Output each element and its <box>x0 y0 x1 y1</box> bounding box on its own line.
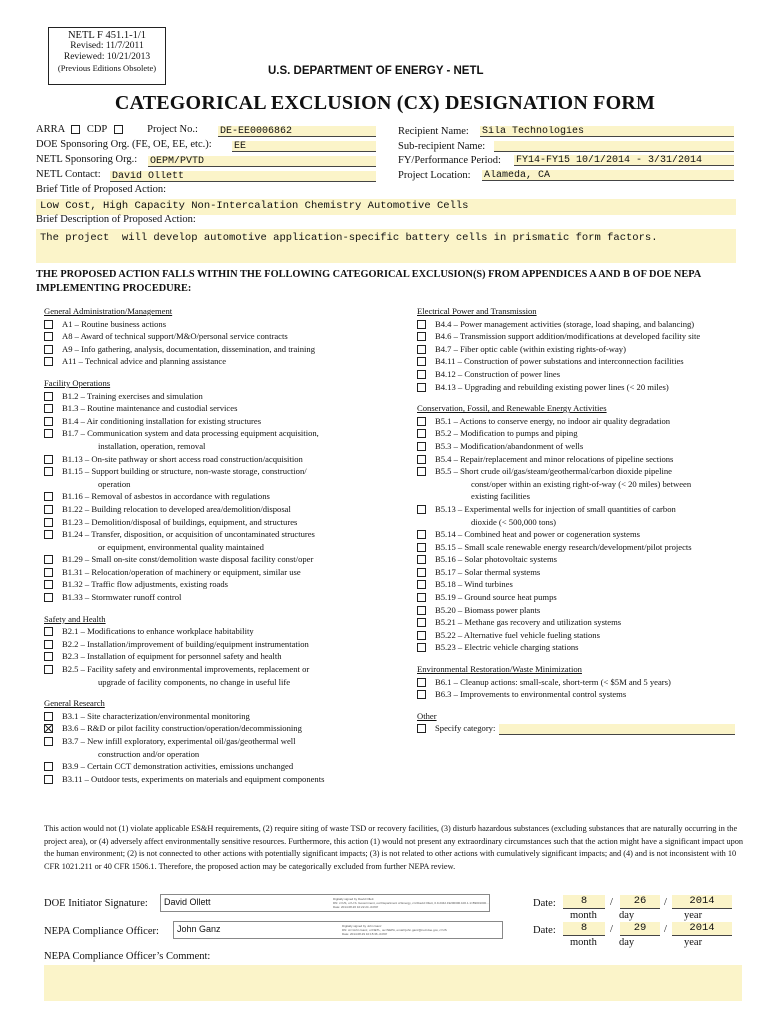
category-label: B1.7 – Communication system and data processing equipment acquisition, <box>62 428 319 439</box>
category-checkbox-b5-20[interactable] <box>417 606 426 615</box>
category-text <box>435 722 747 735</box>
category-checkbox-b5-16[interactable] <box>417 555 426 564</box>
netl-contact-label: NETL Contact: <box>36 169 101 180</box>
category-checkbox-a11[interactable] <box>44 357 53 366</box>
category-checkbox-b5-13[interactable] <box>417 505 426 514</box>
category-checkbox-b3-9[interactable] <box>44 762 53 771</box>
category-label: B6.1 – Cleanup actions: small-scale, short-term (< $5M and 5 years) <box>435 676 671 687</box>
category-label: B5.3 – Modification/abandonment of wells <box>435 440 584 451</box>
section-title-electrical-power-and-transmission: Electrical Power and Transmission <box>417 306 537 316</box>
month-caption: month <box>570 910 597 921</box>
category-item-b1-3 <box>44 402 404 415</box>
category-checkbox-b1-4[interactable] <box>44 417 53 426</box>
category-text <box>435 553 747 566</box>
category-label: B6.3 – Improvements to environmental control systems <box>435 689 627 700</box>
nepa-date-label: Date: <box>533 925 556 936</box>
category-label-continued: existing facilities <box>471 491 530 502</box>
category-text <box>62 343 404 356</box>
category-label: B5.2 – Modification to pumps and piping <box>435 428 578 439</box>
category-checkbox-b1-2[interactable] <box>44 392 53 401</box>
page-title: CATEGORICAL EXCLUSION (CX) DESIGNATION FORM <box>114 92 656 114</box>
category-text <box>435 503 747 528</box>
category-checkbox-b4-7[interactable] <box>417 345 426 354</box>
category-item-b4-7 <box>417 343 747 356</box>
category-label: B5.13 – Experimental wells for injection of small quantities of carbon <box>435 503 676 514</box>
category-text <box>435 355 747 368</box>
category-item-b3-7 <box>44 735 404 760</box>
category-checkbox-b5-21[interactable] <box>417 618 426 627</box>
category-checkbox-b4-6[interactable] <box>417 332 426 341</box>
category-text <box>62 355 404 368</box>
brief-title-field[interactable]: Low Cost, High Capacity Non-Intercalation Chemistry Automotive Cells <box>36 199 736 215</box>
date-separator: / <box>664 924 667 935</box>
category-checkbox-b4-13[interactable] <box>417 383 426 392</box>
category-checkbox-b4-12[interactable] <box>417 370 426 379</box>
category-label: B3.7 – New infill exploratory, experimental oil/gas/geothermal well <box>62 736 296 746</box>
category-label: B2.2 – Installation/improvement of building/equipment instrumentation <box>62 638 309 649</box>
date-separator: / <box>610 924 613 935</box>
category-item-b3-11 <box>44 773 404 786</box>
category-text <box>435 641 747 654</box>
category-item-b5-13 <box>417 503 747 528</box>
specify-category-field[interactable] <box>499 724 735 735</box>
nepa-comment-label: NEPA Compliance Officer’s Comment: <box>44 951 211 962</box>
category-checkbox-b2-5[interactable] <box>44 665 53 674</box>
category-checkbox-b1-31[interactable] <box>44 568 53 577</box>
category-item-b3-9 <box>44 760 404 773</box>
form-id: NETL F 451.1-1/1 <box>67 30 147 41</box>
category-item-b1-7 <box>44 427 404 452</box>
category-label: B1.22 – Building relocation to developed area/demolition/disposal <box>62 503 291 514</box>
year-caption: year <box>684 910 703 921</box>
category-item-a9 <box>44 343 404 356</box>
category-label: Specify category: <box>435 723 496 734</box>
category-item-b5-3 <box>417 440 747 453</box>
category-item-b5-21 <box>417 616 747 629</box>
category-checkbox-b5-2[interactable] <box>417 429 426 438</box>
category-text <box>62 402 404 415</box>
category-checkbox-b1-13[interactable] <box>44 455 53 464</box>
initiator-day-field[interactable]: 26 <box>620 895 660 909</box>
category-checkbox-b5-17[interactable] <box>417 568 426 577</box>
category-label: B5.22 – Alternative fuel vehicle fueling stations <box>435 629 600 640</box>
project-no-field[interactable]: DE-EE0006862 <box>218 126 376 137</box>
category-label: B1.16 – Removal of asbestos in accordance with regulations <box>62 491 270 502</box>
category-text <box>62 710 404 723</box>
category-text <box>435 453 747 466</box>
category-checkbox-b5-15[interactable] <box>417 543 426 552</box>
category-label: B3.6 – R&D or pilot facility construction/operation/decommissioning <box>62 723 302 734</box>
category-label: B3.1 – Site characterization/environmental monitoring <box>62 710 250 721</box>
category-checkbox-b4-11[interactable] <box>417 357 426 366</box>
category-item-b4-4 <box>417 318 747 331</box>
category-item-specify <box>417 722 747 735</box>
category-label: B5.20 – Biomass power plants <box>435 604 541 615</box>
category-label-continued: const/oper within an existing right-of-way (< 20 miles) between <box>471 478 692 489</box>
category-checkbox-b1-24[interactable] <box>44 530 53 539</box>
category-item-b5-5 <box>417 465 747 503</box>
category-item-b4-11 <box>417 355 747 368</box>
section-title-other: Other <box>417 710 437 721</box>
category-checkbox-b3-7[interactable] <box>44 737 53 746</box>
category-text <box>62 650 404 663</box>
netl-org-field[interactable]: OEPM/PVTD <box>148 156 376 167</box>
category-item-b5-15 <box>417 541 747 554</box>
fy-field[interactable]: FY14-FY15 10/1/2014 - 3/31/2014 <box>514 155 734 166</box>
category-label: B4.4 – Power management activities (storage, load shaping, and balancing) <box>435 318 695 329</box>
category-label: B4.6 – Transmission support addition/modifications at developed facility site <box>435 331 701 342</box>
category-checkbox-b5-5[interactable] <box>417 467 426 476</box>
compliance-statement: This action would not (1) violate applicable ES&H requirements, (2) require siting of waste TSD or recovery facilities, (3) disturb hazardous substances (excluding substances that are naturally occurring in the project area), or (4) adversely affect environmentally sensitive resources. Furthermore, this action (1) would not present any extraordinary circumstances such that the action might have a significant impact upon the human environment; (2) is not connected to other actions with potentially significant impacts; (3) is not related to other actions with cumulatively significant impacts; and (4) and is not inconsistent with 10 CFR 1021.211 or 40 CFR 1506.1. Therefore, the proposed action may be categorically excluded from further NEPA review. <box>44 824 744 871</box>
category-label: B1.23 – Demolition/disposal of buildings, equipment, and structures <box>62 516 298 527</box>
category-item-b5-17 <box>417 566 747 579</box>
category-checkbox-b1-32[interactable] <box>44 580 53 589</box>
category-label: B5.4 – Repair/replacement and minor relocations of pipeline sections <box>435 453 674 464</box>
initiator-signature-details: Digitally signed by David Ollett DN: c=US, o=U.S. Government, ou=Department of Energy, cn=David Ollett, 0.9.2342.19200300.100.1.1=89001000... Date: 2014.08.26 10:22:24 -04'00' <box>333 897 489 909</box>
category-item-b2-3 <box>44 650 404 663</box>
category-item-b1-29 <box>44 553 404 566</box>
category-text <box>62 516 404 529</box>
category-text <box>435 368 747 381</box>
category-label-continued: dioxide (< 500,000 tons) <box>471 516 557 527</box>
category-text <box>435 676 747 689</box>
category-item-b5-1 <box>417 415 747 428</box>
category-text <box>435 604 747 617</box>
category-item-b1-23 <box>44 516 404 529</box>
category-item-b1-13 <box>44 453 404 466</box>
section-title-general-research: General Research <box>44 698 105 709</box>
category-label: B1.2 – Training exercises and simulation <box>62 390 203 401</box>
section-title-environmental-restoration-waste-minimization: Environmental Restoration/Waste Minimization <box>417 664 582 675</box>
arra-label: ARRA <box>36 124 65 135</box>
year-caption: year <box>684 937 703 948</box>
category-checkbox-b5-23[interactable] <box>417 643 426 652</box>
category-checkbox-b2-1[interactable] <box>44 627 53 636</box>
category-item-b5-16 <box>417 553 747 566</box>
category-text <box>62 722 404 735</box>
category-checkbox-b1-3[interactable] <box>44 404 53 413</box>
category-item-b3-6 <box>44 722 404 735</box>
nepa-officer-signature[interactable] <box>173 921 503 939</box>
category-text <box>435 629 747 642</box>
brief-desc-field[interactable]: The project will develop automotive application-specific battery cells in prismatic form factors. <box>36 229 736 263</box>
category-label: B5.17 – Solar thermal systems <box>435 566 541 577</box>
category-text <box>435 578 747 591</box>
category-text <box>435 541 747 554</box>
category-checkbox-b3-1[interactable] <box>44 712 53 721</box>
initiator-signature[interactable] <box>160 894 490 912</box>
category-item-b6-3 <box>417 688 747 701</box>
brief-desc-label: Brief Description of Proposed Action: <box>36 214 196 225</box>
cdp-checkbox[interactable] <box>114 125 123 134</box>
category-label: B3.11 – Outdoor tests, experiments on materials and equipment components <box>62 773 325 784</box>
nepa-year-field[interactable]: 2014 <box>672 922 732 936</box>
category-item-b6-1 <box>417 676 747 689</box>
category-label: B5.5 – Short crude oil/gas/steam/geothermal/carbon dioxide pipeline <box>435 466 672 477</box>
category-checkbox-b5-1[interactable] <box>417 417 426 426</box>
category-checkbox-a8[interactable] <box>44 332 53 341</box>
category-item-b5-4 <box>417 453 747 466</box>
category-checkbox-b1-15[interactable] <box>44 467 53 476</box>
category-text <box>62 591 404 604</box>
category-checkbox-b3-11[interactable] <box>44 775 53 784</box>
category-checkbox-b5-14[interactable] <box>417 530 426 539</box>
nepa-day-field[interactable]: 29 <box>620 922 660 936</box>
category-item-b1-24 <box>44 528 404 553</box>
category-label: B4.11 – Construction of power substations and interconnection facilities <box>435 356 684 367</box>
category-label: B1.3 – Routine maintenance and custodial services <box>62 403 238 414</box>
nepa-officer-label: NEPA Compliance Officer: <box>44 926 159 937</box>
category-text <box>62 503 404 516</box>
initiator-month-field[interactable]: 8 <box>563 895 605 909</box>
category-item-b5-19 <box>417 591 747 604</box>
category-checkbox-b6-3[interactable] <box>417 690 426 699</box>
category-label: B1.32 – Traffic flow adjustments, existing roads <box>62 579 228 590</box>
category-checkbox-b4-4[interactable] <box>417 320 426 329</box>
category-label: B2.3 – Installation of equipment for personnel safety and health <box>62 651 282 662</box>
category-label: B1.4 – Air conditioning installation for existing structures <box>62 415 262 426</box>
category-item-b5-22 <box>417 629 747 642</box>
category-checkbox-b5-22[interactable] <box>417 631 426 640</box>
category-text <box>62 390 404 403</box>
category-item-b1-22 <box>44 503 404 516</box>
brief-title-label: Brief Title of Proposed Action: <box>36 184 167 195</box>
category-text <box>62 566 404 579</box>
category-checkbox-b1-22[interactable] <box>44 505 53 514</box>
form-id-box <box>48 27 166 85</box>
category-item-b1-15 <box>44 465 404 490</box>
arra-row <box>36 124 198 135</box>
category-item-b4-13 <box>417 381 747 394</box>
category-text <box>435 330 747 343</box>
category-item-b5-20 <box>417 604 747 617</box>
nepa-signature-details: Digitally signed by John Ganz DN: cn=John Ganz, o=NETL, ou=NEPA, email=john.ganz@netl.doe.gov, c=US Date: 2014.08.29 10:15:36 -04'00' <box>342 924 447 936</box>
category-checkbox-b1-29[interactable] <box>44 555 53 564</box>
category-item-b5-2 <box>417 427 747 440</box>
month-caption: month <box>570 937 597 948</box>
reviewed-date: Reviewed: 10/21/2013 <box>63 52 151 62</box>
section-title-general-administration-management: General Administration/Management <box>44 306 173 316</box>
agency-name: U.S. DEPARTMENT OF ENERGY - NETL <box>268 65 484 77</box>
category-text <box>62 578 404 591</box>
revised-date: Revised: 11/7/2011 <box>70 41 144 51</box>
category-text <box>62 760 404 773</box>
category-text <box>435 566 747 579</box>
category-label: B1.15 – Support building or structure, non-waste storage, construction/ <box>62 466 307 477</box>
category-item-b1-32 <box>44 578 404 591</box>
fy-label: FY/Performance Period: <box>398 155 501 166</box>
category-label-continued: construction and/or operation <box>98 748 200 759</box>
category-label: B2.5 – Facility safety and environmental improvements, replacement or <box>62 664 310 675</box>
category-label: A9 – Info gathering, analysis, documentation, dissemination, and training <box>62 343 315 354</box>
category-checkbox-b1-7[interactable] <box>44 429 53 438</box>
initiator-year-field[interactable]: 2014 <box>672 895 732 909</box>
category-text <box>62 528 404 553</box>
previous-editions-note: (Previous Editions Obsolete) <box>57 63 157 73</box>
category-label: B1.31 – Relocation/operation of machinery or equipment, similar use <box>62 566 301 577</box>
category-item-b2-2 <box>44 638 404 651</box>
category-text <box>435 440 747 453</box>
initiator-date-label: Date: <box>533 898 556 909</box>
category-text <box>62 453 404 466</box>
location-field[interactable]: Alameda, CA <box>482 170 734 181</box>
category-text <box>62 465 404 490</box>
category-text <box>435 343 747 356</box>
category-text <box>62 773 404 786</box>
doe-org-field[interactable]: EE <box>232 141 376 152</box>
category-text <box>62 735 404 760</box>
category-text <box>62 318 404 331</box>
category-item-a11 <box>44 355 404 368</box>
category-label: B5.23 – Electric vehicle charging stations <box>435 642 579 653</box>
category-text <box>62 415 404 428</box>
arra-checkbox[interactable] <box>71 125 80 134</box>
nepa-month-field[interactable]: 8 <box>563 922 605 936</box>
category-checkbox-b1-23[interactable] <box>44 518 53 527</box>
category-label: B1.29 – Small on-site const/demolition waste disposal facility const/oper <box>62 554 314 565</box>
category-checkbox-a9[interactable] <box>44 345 53 354</box>
category-item-a1 <box>44 318 404 331</box>
category-item-b5-23 <box>417 641 747 654</box>
category-text <box>435 427 747 440</box>
category-text <box>435 465 747 503</box>
category-text <box>62 553 404 566</box>
category-item-b1-33 <box>44 591 404 604</box>
initiator-name: David Ollett <box>164 897 211 907</box>
category-label: B2.1 – Modifications to enhance workplace habitability <box>62 626 254 637</box>
category-label-continued: upgrade of facility components, no change in useful life <box>98 676 291 687</box>
category-label: A1 – Routine business actions <box>62 318 167 329</box>
category-label: B5.21 – Methane gas recovery and utilization systems <box>435 617 622 628</box>
exclusion-heading: THE PROPOSED ACTION FALLS WITHIN THE FOLLOWING CATEGORICAL EXCLUSION(S) FROM APPENDICES A AND B OF DOE NEPA IMPLEMENTING PROCEDURE: <box>36 269 701 294</box>
subrecipient-field[interactable] <box>494 141 734 152</box>
category-checkbox-b6-1[interactable] <box>417 678 426 687</box>
category-text <box>435 318 747 331</box>
nepa-officer-name: John Ganz <box>177 924 221 934</box>
category-text <box>62 427 404 452</box>
category-checkbox-b2-3[interactable] <box>44 652 53 661</box>
category-label: B5.1 – Actions to conserve energy, no indoor air quality degradation <box>435 415 671 426</box>
netl-contact-field[interactable]: David Ollett <box>110 171 376 182</box>
category-label: B5.19 – Ground source heat pumps <box>435 592 557 603</box>
category-label: A8 – Award of technical support/M&O/personal service contracts <box>62 331 288 342</box>
category-checkbox-b1-16[interactable] <box>44 492 53 501</box>
date-separator: / <box>610 897 613 908</box>
category-checkbox-b5-18[interactable] <box>417 580 426 589</box>
section-title-facility-operations: Facility Operations <box>44 377 111 388</box>
category-item-a8 <box>44 330 404 343</box>
category-item-b4-6 <box>417 330 747 343</box>
category-text <box>435 381 747 394</box>
category-label-continued: operation <box>98 478 131 489</box>
category-label: B4.7 – Fiber optic cable (within existing rights-of-way) <box>435 343 626 354</box>
category-checkbox-b5-4[interactable] <box>417 455 426 464</box>
category-label: A11 – Technical advice and planning assistance <box>62 356 227 367</box>
category-checkbox-b5-3[interactable] <box>417 442 426 451</box>
cdp-label: CDP <box>86 124 107 135</box>
netl-org-label: NETL Sponsoring Org.: <box>36 154 138 165</box>
category-text <box>62 625 404 638</box>
category-item-b1-31 <box>44 566 404 579</box>
category-text <box>435 688 747 701</box>
category-text <box>435 616 747 629</box>
recipient-label: Recipient Name: <box>398 126 469 137</box>
project-no-label: Project No.: <box>147 124 198 135</box>
section-title-safety-and-health: Safety and Health <box>44 613 106 624</box>
category-checkbox-b5-19[interactable] <box>417 593 426 602</box>
day-caption: day <box>619 910 635 921</box>
category-item-b3-1 <box>44 710 404 723</box>
category-label: B5.18 – Wind turbines <box>435 579 513 590</box>
doe-org-label: DOE Sponsoring Org. (FE, OE, EE, etc.): <box>36 139 212 150</box>
category-item-b2-1 <box>44 625 404 638</box>
nepa-comment-field[interactable] <box>44 965 742 1001</box>
right-category-column <box>417 305 747 735</box>
category-item-b5-18 <box>417 578 747 591</box>
category-label: B4.12 – Construction of power lines <box>435 368 561 379</box>
location-label: Project Location: <box>398 170 471 181</box>
category-item-b1-16 <box>44 490 404 503</box>
left-category-column <box>44 305 404 785</box>
subrecipient-label: Sub-recipient Name: <box>398 141 486 152</box>
category-item-b2-5 <box>44 663 404 688</box>
category-text <box>62 663 404 688</box>
date-separator: / <box>664 897 667 908</box>
category-label: B4.13 – Upgrading and rebuilding existing power lines (< 20 miles) <box>435 381 669 392</box>
category-text <box>62 490 404 503</box>
category-checkbox-a1[interactable] <box>44 320 53 329</box>
category-label: B3.9 – Certain CCT demonstration activities, emissions unchanged <box>62 761 294 772</box>
category-checkbox-b2-2[interactable] <box>44 640 53 649</box>
category-text <box>435 528 747 541</box>
category-item-b1-2 <box>44 390 404 403</box>
category-item-b5-14 <box>417 528 747 541</box>
category-label: B1.13 – On-site pathway or short access road construction/acquisition <box>62 453 303 464</box>
category-item-b4-12 <box>417 368 747 381</box>
category-label: B1.33 – Stormwater runoff control <box>62 592 182 603</box>
category-label-continued: or equipment, environmental quality maintained <box>98 541 264 552</box>
day-caption: day <box>619 937 635 948</box>
category-label: B5.14 – Combined heat and power or cogeneration systems <box>435 529 641 540</box>
category-text <box>435 591 747 604</box>
category-item-b1-4 <box>44 415 404 428</box>
category-checkbox-specify[interactable] <box>417 724 426 733</box>
category-label: B5.16 – Solar photovoltaic systems <box>435 554 557 565</box>
category-label: B1.24 – Transfer, disposition, or acquisition of uncontaminated structures <box>62 529 315 540</box>
category-text <box>62 638 404 651</box>
category-label: B5.15 – Small scale renewable energy research/development/pilot projects <box>435 541 692 552</box>
category-label-continued: installation, operation, removal <box>98 440 206 451</box>
recipient-field[interactable]: Sila Technologies <box>480 126 734 137</box>
category-checkbox-b3-6[interactable] <box>44 724 53 733</box>
category-text <box>435 415 747 428</box>
category-text <box>62 330 404 343</box>
section-title-conservation-fossil-and-renewable-energy-activities: Conservation, Fossil, and Renewable Energy Activities <box>417 403 607 414</box>
initiator-label: DOE Initiator Signature: <box>44 898 148 909</box>
category-checkbox-b1-33[interactable] <box>44 593 53 602</box>
